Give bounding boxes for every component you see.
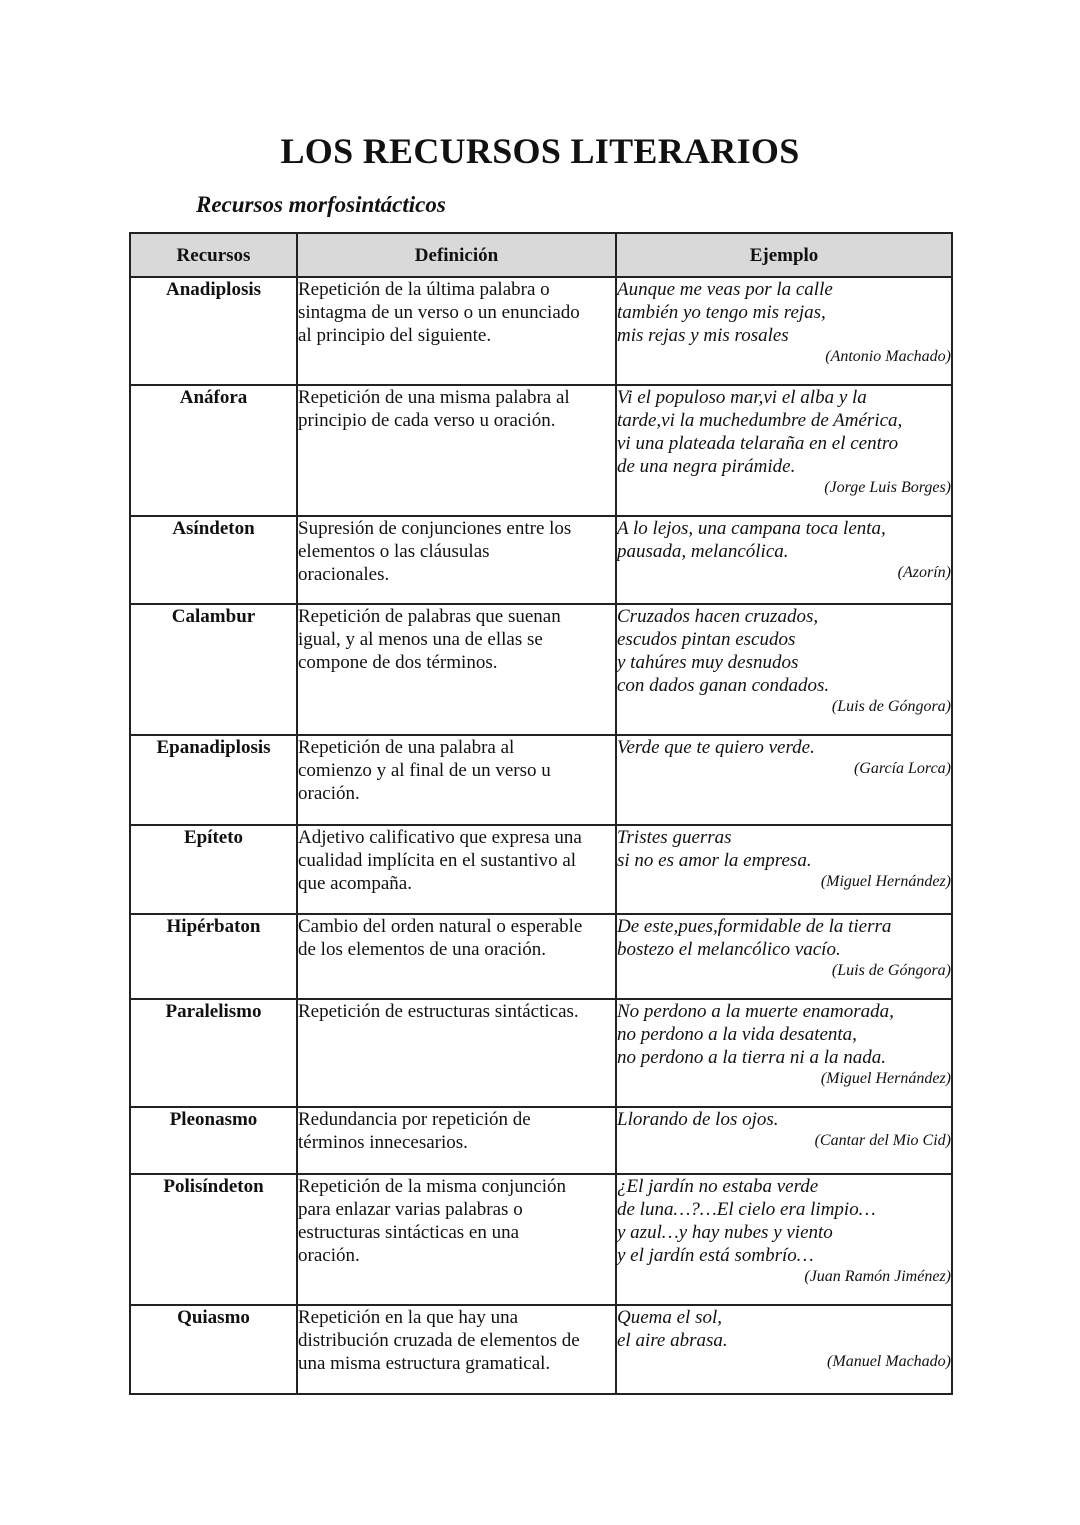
table-row: [130, 914, 952, 999]
definition-line: Cambio del orden natural o esperable: [298, 916, 583, 937]
table-row: [130, 1174, 952, 1305]
example-line: y el jardín está sombrío…: [617, 1245, 814, 1266]
header-definicion: Definición: [297, 233, 616, 277]
example-author: (Jorge Luis Borges): [824, 479, 951, 496]
table-row: [130, 735, 952, 825]
term-cell: Quiasmo: [130, 1305, 297, 1394]
definition-cell: [297, 735, 616, 825]
example-author: (Azorín): [897, 564, 951, 581]
example-cell: [616, 825, 952, 914]
definition-cell: [297, 1107, 616, 1174]
definition-cell: [297, 825, 616, 914]
example-line: no perdono a la tierra ni a la nada.: [617, 1047, 886, 1068]
example-author: (Cantar del Mio Cid): [814, 1132, 951, 1149]
example-line: Aunque me veas por la calle: [617, 279, 833, 300]
definition-line: Repetición de una misma palabra al: [298, 387, 570, 408]
definition-cell: [297, 999, 616, 1107]
definition-line: Repetición de palabras que suenan: [298, 606, 561, 627]
definition-line: comienzo y al final de un verso u: [298, 760, 551, 781]
definition-line: elementos o las cláusulas: [298, 541, 490, 562]
example-line: Quema el sol,: [617, 1307, 723, 1328]
example-line: escudos pintan escudos: [617, 629, 796, 650]
example-line: De este,pues,formidable de la tierra: [617, 916, 892, 937]
header-ejemplo: Ejemplo: [616, 233, 952, 277]
example-author: (Antonio Machado): [825, 348, 951, 365]
example-line: el aire abrasa.: [617, 1330, 728, 1351]
example-cell: [616, 1107, 952, 1174]
table-row: [130, 999, 952, 1107]
example-author: (Miguel Hernández): [820, 873, 951, 890]
example-line: ¿El jardín no estaba verde: [617, 1176, 819, 1197]
definition-line: de los elementos de una oración.: [298, 939, 546, 960]
table-row: [130, 1305, 952, 1394]
example-author: (Manuel Machado): [827, 1353, 951, 1370]
example-line: Cruzados hacen cruzados,: [617, 606, 819, 627]
example-author: (García Lorca): [853, 760, 951, 777]
definition-line: una misma estructura gramatical.: [298, 1353, 551, 1374]
example-line: Tristes guerras: [617, 827, 732, 848]
example-line: y tahúres muy desnudos: [617, 652, 799, 673]
definition-line: oración.: [298, 1245, 360, 1266]
definition-line: oración.: [298, 783, 360, 804]
example-line: no perdono a la vida desatenta,: [617, 1024, 857, 1045]
example-cell: [616, 604, 952, 735]
definition-line: oracionales.: [298, 564, 390, 585]
example-line: No perdono a la muerte enamorada,: [617, 1001, 894, 1022]
example-line: también yo tengo mis rejas,: [617, 302, 826, 323]
definition-cell: [297, 1174, 616, 1305]
definition-line: términos innecesarios.: [298, 1132, 468, 1153]
definition-line: para enlazar varias palabras o: [298, 1199, 523, 1220]
example-line: A lo lejos, una campana toca lenta,: [617, 518, 886, 539]
example-line: de una negra pirámide.: [617, 456, 796, 477]
definition-line: sintagma de un verso o un enunciado: [298, 302, 580, 323]
header-recursos: Recursos: [130, 233, 297, 277]
definition-line: Repetición de la última palabra o: [298, 279, 550, 300]
example-cell: [616, 1174, 952, 1305]
example-cell: [616, 516, 952, 604]
definition-line: Redundancia por repetición de: [298, 1109, 531, 1130]
definition-cell: [297, 516, 616, 604]
definition-line: cualidad implícita en el sustantivo al: [298, 850, 577, 871]
example-line: vi una plateada telaraña en el centro: [617, 433, 899, 454]
term-cell: Calambur: [130, 604, 297, 735]
definition-line: que acompaña.: [298, 873, 412, 894]
example-line: tarde,vi la muchedumbre de América,: [617, 410, 903, 431]
term-cell: Paralelismo: [130, 999, 297, 1107]
example-line: Llorando de los ojos.: [617, 1109, 779, 1130]
definition-line: Repetición de estructuras sintácticas.: [298, 1001, 579, 1022]
term-cell: Pleonasmo: [130, 1107, 297, 1174]
example-cell: [616, 735, 952, 825]
example-line: si no es amor la empresa.: [617, 850, 812, 871]
example-line: Verde que te quiero verde.: [617, 737, 815, 758]
page-title: LOS RECURSOS LITERARIOS: [280, 131, 800, 171]
definition-cell: [297, 1305, 616, 1394]
term-cell: Polisíndeton: [130, 1174, 297, 1305]
definition-line: al principio del siguiente.: [298, 325, 492, 346]
term-cell: Asíndeton: [130, 516, 297, 604]
example-author: (Luis de Góngora): [831, 698, 951, 715]
definition-line: igual, y al menos una de ellas se: [298, 629, 543, 650]
definition-line: distribución cruzada de elementos de: [298, 1330, 580, 1351]
example-cell: [616, 914, 952, 999]
definition-cell: [297, 604, 616, 735]
example-line: mis rejas y mis rosales: [617, 325, 789, 346]
definition-line: estructuras sintácticas en una: [298, 1222, 520, 1243]
example-cell: [616, 1305, 952, 1394]
example-author: (Juan Ramón Jiménez): [804, 1268, 951, 1285]
literary-devices-table: [129, 232, 953, 1395]
example-line: de luna…?…El cielo era limpio…: [617, 1199, 876, 1220]
example-author: (Luis de Góngora): [831, 962, 951, 979]
term-cell: Epíteto: [130, 825, 297, 914]
table-row: [130, 604, 952, 735]
term-cell: Anáfora: [130, 385, 297, 516]
definition-line: Repetición de una palabra al: [298, 737, 515, 758]
term-cell: Hipérbaton: [130, 914, 297, 999]
example-cell: [616, 999, 952, 1107]
definition-line: principio de cada verso u oración.: [298, 410, 556, 431]
example-line: Vi el populoso mar,vi el alba y la: [617, 387, 867, 408]
definition-line: Repetición en la que hay una: [298, 1307, 519, 1328]
definition-cell: [297, 385, 616, 516]
table-header-row: [130, 233, 952, 277]
example-line: bostezo el melancólico vacío.: [617, 939, 841, 960]
definition-line: Supresión de conjunciones entre los: [298, 518, 572, 539]
definition-cell: [297, 914, 616, 999]
example-author: (Miguel Hernández): [820, 1070, 951, 1087]
example-cell: [616, 277, 952, 385]
definition-line: Adjetivo calificativo que expresa una: [298, 827, 582, 848]
table-row: [130, 277, 952, 385]
table-row: [130, 1107, 952, 1174]
definition-cell: [297, 277, 616, 385]
table-row: [130, 825, 952, 914]
definition-line: Repetición de la misma conjunción: [298, 1176, 567, 1197]
table-row: [130, 516, 952, 604]
table-row: [130, 385, 952, 516]
example-line: y azul…y hay nubes y viento: [617, 1222, 833, 1243]
example-cell: [616, 385, 952, 516]
section-subtitle: Recursos morfosintácticos: [196, 192, 446, 217]
example-line: con dados ganan condados.: [617, 675, 830, 696]
example-line: pausada, melancólica.: [617, 541, 789, 562]
definition-line: compone de dos términos.: [298, 652, 498, 673]
term-cell: Anadiplosis: [130, 277, 297, 385]
term-cell: Epanadiplosis: [130, 735, 297, 825]
